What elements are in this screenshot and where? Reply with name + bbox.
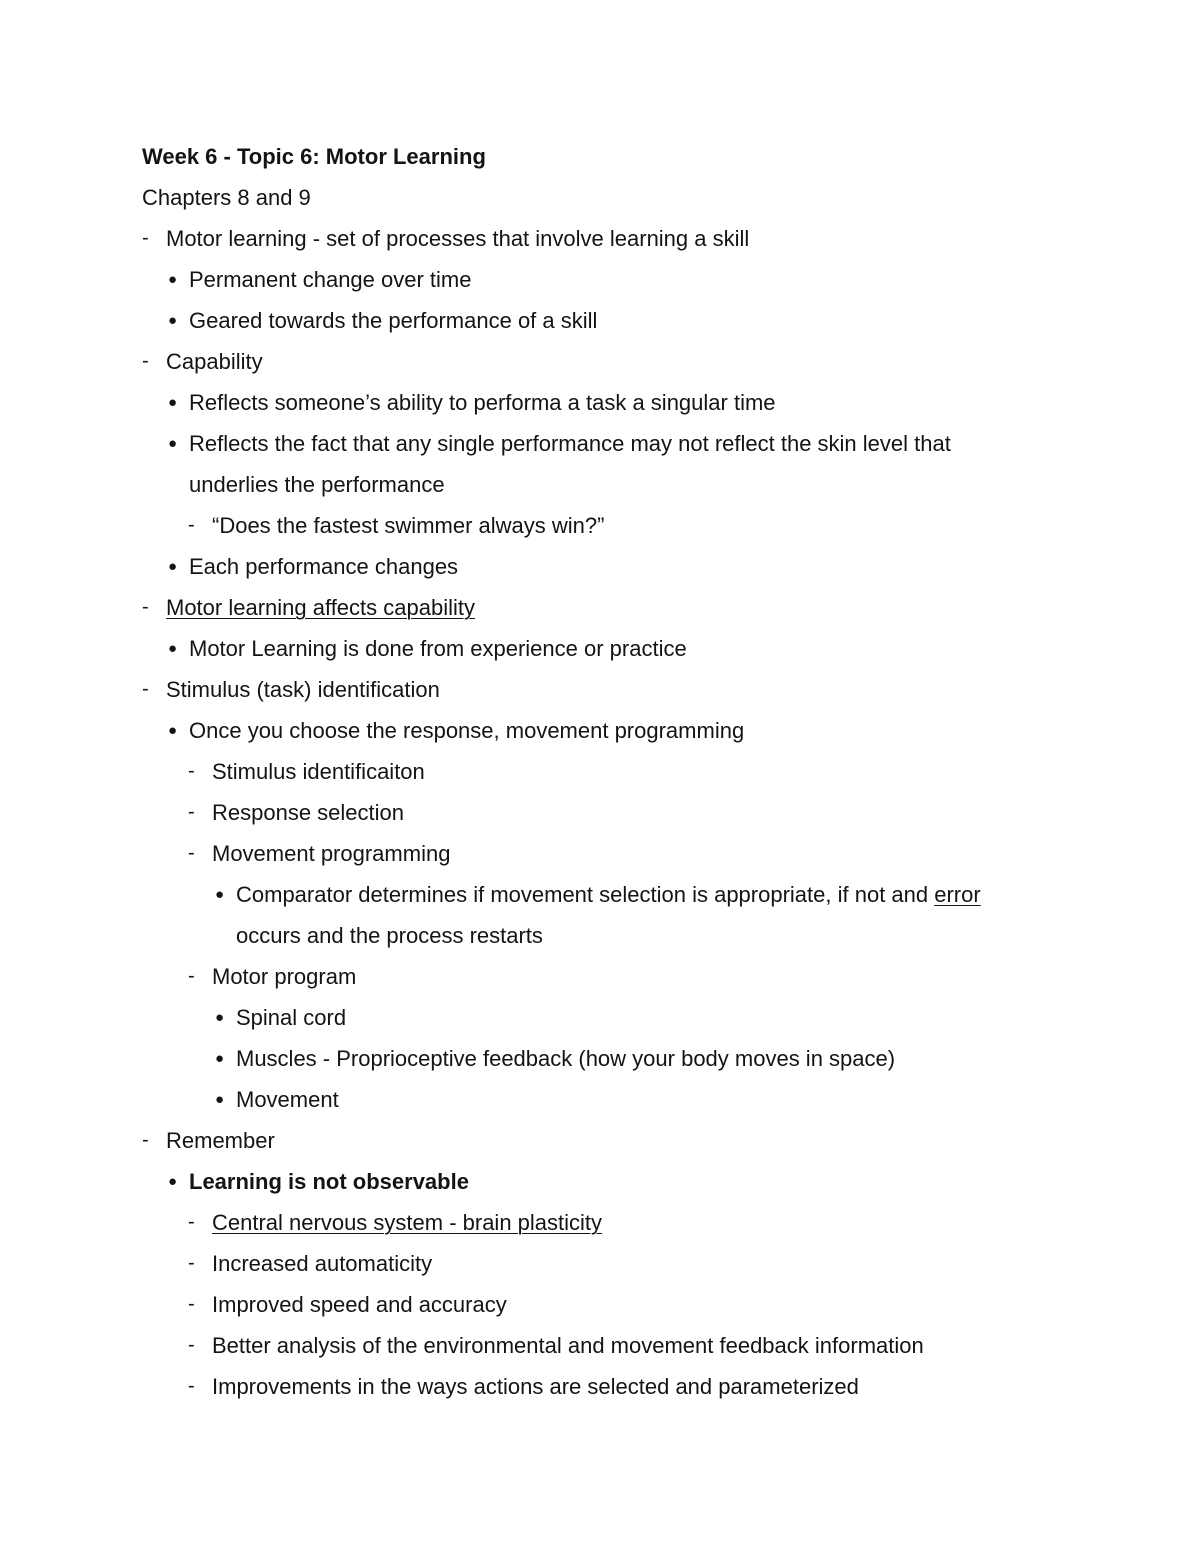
page-subtitle: Chapters 8 and 9 (142, 185, 311, 210)
list-item-text: Increased automaticity (212, 1251, 433, 1276)
list-item-continuation (142, 915, 1102, 956)
dash-marker: - (188, 514, 195, 536)
list-item-text: Learning is not observable (189, 1169, 469, 1194)
list-item-text: underlies the performance (189, 472, 445, 497)
title-line (142, 136, 1102, 177)
list-item-text: Remember (166, 1128, 275, 1153)
list-item-text: Motor Learning is done from experience or practice (189, 636, 687, 661)
list-item-text: Reflects someone’s ability to performa a task a singular time (189, 390, 776, 415)
dash-marker: - (188, 760, 195, 782)
bullet-marker: ● (168, 312, 178, 329)
list-item (142, 956, 1102, 997)
list-item-text: Reflects the fact that any single performance may not reflect the skin level that (189, 431, 951, 456)
list-item (142, 628, 1102, 669)
underlined-word: error (934, 882, 981, 907)
list-item-text: Movement (236, 1087, 339, 1112)
list-item-continuation (142, 464, 1102, 505)
list-item-text: Motor program (212, 964, 357, 989)
list-item-text: Motor learning - set of processes that involve learning a skill (166, 226, 750, 251)
list-item (142, 423, 1102, 464)
list-item (142, 669, 1102, 710)
list-item-text (236, 874, 981, 915)
bullet-marker: ● (168, 640, 178, 657)
list-item (142, 341, 1102, 382)
dash-marker: - (188, 1211, 195, 1233)
bullet-marker: ● (168, 394, 178, 411)
list-item (142, 710, 1102, 751)
list-item (142, 1161, 1102, 1202)
bullet-marker: ● (215, 1050, 225, 1067)
list-item (142, 833, 1102, 874)
dash-marker: - (188, 965, 195, 987)
notes-content (142, 136, 1102, 1407)
list-item (142, 997, 1102, 1038)
list-item-text: Stimulus identificaiton (212, 759, 425, 784)
list-item (142, 259, 1102, 300)
dash-marker: - (142, 227, 149, 249)
dash-marker: - (188, 1252, 195, 1274)
list-item-text: Response selection (212, 800, 405, 825)
list-item-text: “Does the fastest swimmer always win?” (212, 513, 605, 538)
bullet-marker: ● (168, 435, 178, 452)
bullet-marker: ● (168, 271, 178, 288)
list-item-text: Stimulus (task) identification (166, 677, 440, 702)
list-item (142, 874, 1102, 915)
dash-marker: - (188, 1334, 195, 1356)
page-title: Week 6 - Topic 6: Motor Learning (142, 144, 486, 169)
list-item-text: Capability (166, 349, 263, 374)
list-item-text: Better analysis of the environmental and movement feedback information (212, 1333, 924, 1358)
list-item-text: Muscles - Proprioceptive feedback (how your body moves in space) (236, 1046, 896, 1071)
bullet-marker: ● (215, 1009, 225, 1026)
dash-marker: - (188, 842, 195, 864)
list-item-text: Once you choose the response, movement programming (189, 718, 745, 743)
list-item-text: Movement programming (212, 841, 451, 866)
dash-marker: - (188, 801, 195, 823)
list-item (142, 505, 1102, 546)
list-item (142, 300, 1102, 341)
list-item (142, 751, 1102, 792)
list-item-text: Permanent change over time (189, 267, 472, 292)
dash-marker: - (142, 678, 149, 700)
list-item (142, 587, 1102, 628)
dash-marker: - (142, 1129, 149, 1151)
list-item (142, 1079, 1102, 1120)
list-item (142, 1366, 1102, 1407)
dash-marker: - (188, 1375, 195, 1397)
list-item-text: Geared towards the performance of a skill (189, 308, 598, 333)
list-item-text: Central nervous system - brain plasticity (212, 1210, 603, 1235)
subtitle-line (142, 177, 1102, 218)
list-item (142, 218, 1102, 259)
dash-marker: - (188, 1293, 195, 1315)
list-item (142, 1284, 1102, 1325)
list-item (142, 1325, 1102, 1366)
bullet-marker: ● (168, 722, 178, 739)
list-item-text: occurs and the process restarts (236, 923, 543, 948)
bullet-marker: ● (168, 1173, 178, 1190)
list-item-text: Each performance changes (189, 554, 459, 579)
list-item-text: Improvements in the ways actions are selected and parameterized (212, 1374, 859, 1399)
dash-marker: - (142, 350, 149, 372)
list-item-text: Improved speed and accuracy (212, 1292, 507, 1317)
list-item-text: Motor learning affects capability (166, 595, 475, 620)
list-item (142, 382, 1102, 423)
bullet-marker: ● (215, 1091, 225, 1108)
list-item (142, 1243, 1102, 1284)
list-item (142, 1202, 1102, 1243)
bullet-marker: ● (215, 886, 225, 903)
list-item (142, 546, 1102, 587)
dash-marker: - (142, 596, 149, 618)
bullet-marker: ● (168, 558, 178, 575)
list-item-text: Spinal cord (236, 1005, 347, 1030)
list-item (142, 1038, 1102, 1079)
list-item (142, 792, 1102, 833)
list-item (142, 1120, 1102, 1161)
list-item-text-part: Comparator determines if movement selection is appropriate, if not and (236, 882, 935, 907)
